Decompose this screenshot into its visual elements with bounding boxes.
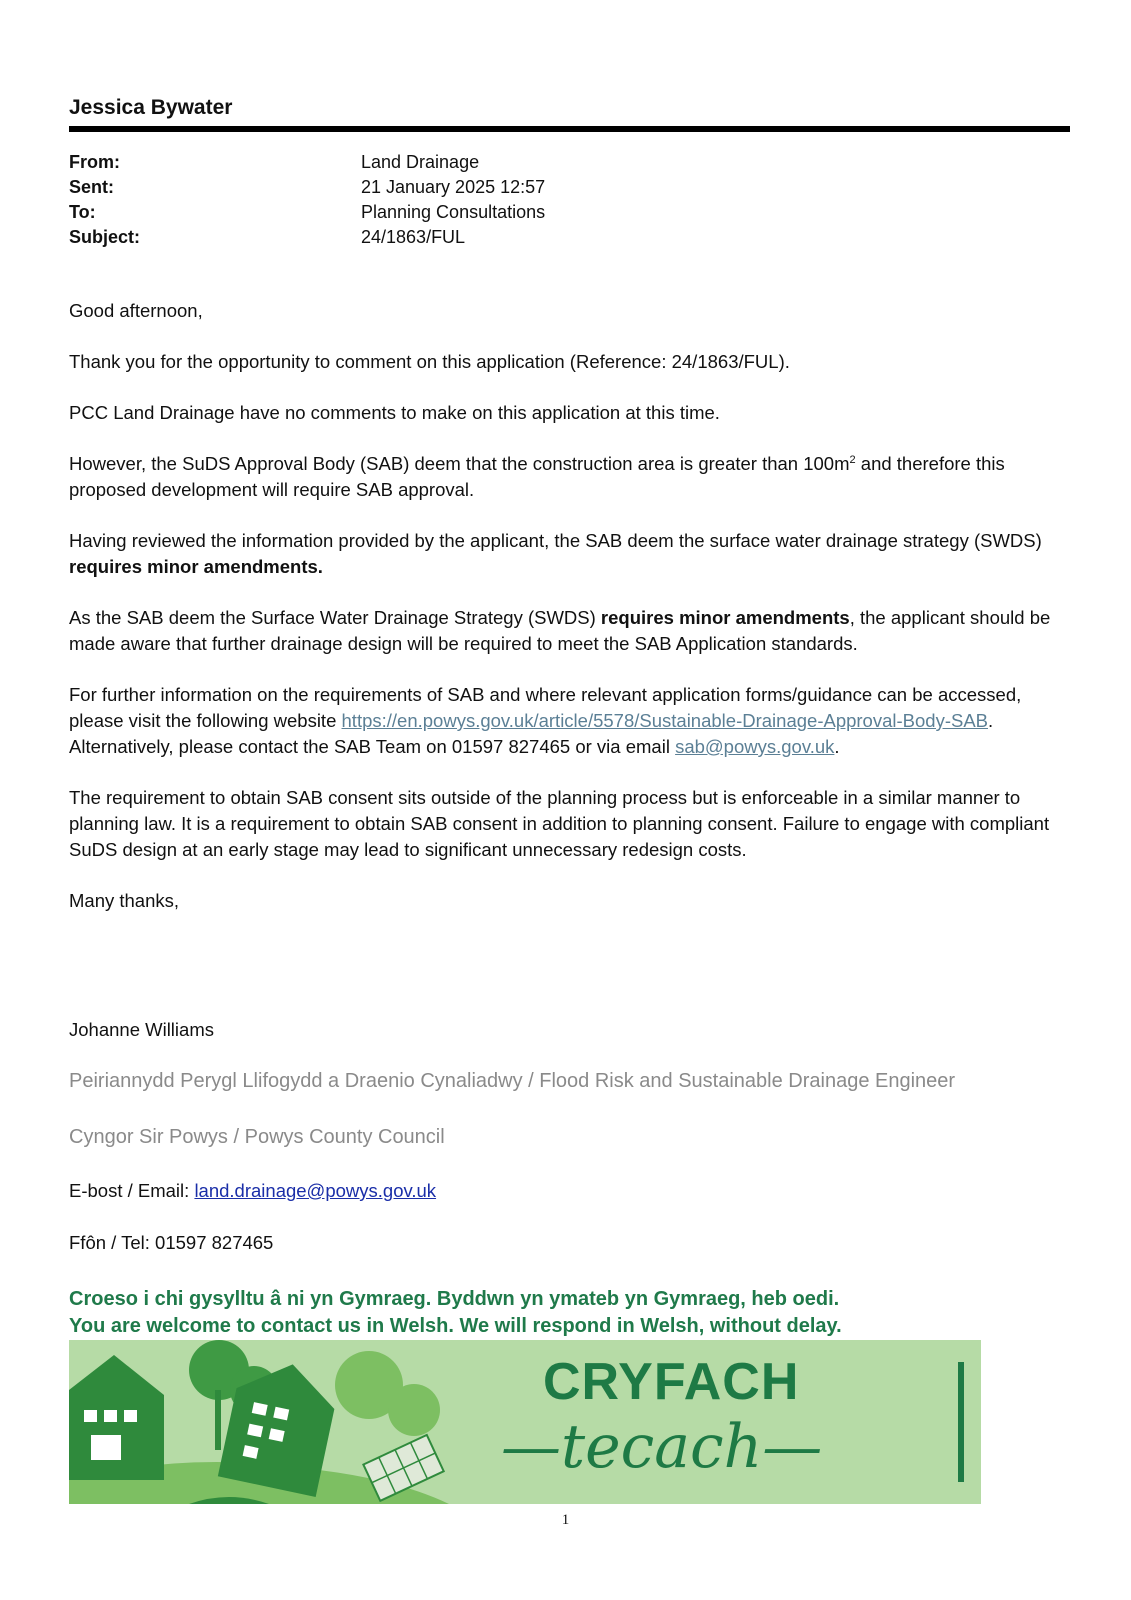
email-body	[69, 298, 1069, 939]
sent-label: Sent:	[69, 177, 114, 197]
welsh-language-notice	[69, 1286, 842, 1340]
subject-label: Subject:	[69, 227, 141, 247]
page-number: 1	[561, 1512, 570, 1528]
closing: Many thanks,	[69, 890, 180, 911]
banner-cryfach-text: CRYFACH	[543, 1353, 800, 1411]
signature-email	[69, 1180, 436, 1202]
p4-bold: requires minor amendments.	[69, 556, 323, 577]
p6-text-b: . Alternatively, please contact the SAB Team on 01597 827465 or via email	[69, 710, 994, 757]
p5-text-b: , the applicant should be made aware that further drainage design will be required to meet the SAB Application standards.	[69, 607, 1051, 654]
from-value: Land Drainage	[361, 152, 480, 172]
email-label: E-bost / Email:	[69, 1180, 195, 1201]
paragraph-thanks: Thank you for the opportunity to comment on this application (Reference: 24/1863/FUL).	[69, 351, 790, 372]
banner-divider	[958, 1362, 964, 1482]
paragraph-review	[69, 528, 1069, 580]
greeting: Good afternoon,	[69, 300, 203, 321]
to-value: Planning Consultations	[361, 202, 546, 222]
banner-tecach-text: —tecach—	[501, 1412, 823, 1482]
p6-text-c: .	[834, 736, 840, 757]
welsh-notice-line-2: You are welcome to contact us in Welsh. We will respond in Welsh, without delay.	[69, 1315, 842, 1337]
p4-text: Having reviewed the information provided by the applicant, the SAB deem the surface water drainage strategy (SWDS)	[69, 530, 1042, 551]
paragraph-swds	[69, 605, 1069, 657]
subject-value: 24/1863/FUL	[361, 227, 466, 247]
cryfach-tecach-banner	[69, 1340, 981, 1504]
p3-text-b: and therefore this proposed development will require SAB approval.	[69, 453, 1005, 500]
land-drainage-email-link[interactable]: land.drainage@powys.gov.uk	[194, 1180, 437, 1201]
from-label: From:	[69, 152, 120, 172]
signature-council: Cyngor Sir Powys / Powys County Council	[69, 1126, 445, 1148]
sab-website-link[interactable]: https://en.powys.gov.uk/article/5578/Sustainable-Drainage-Approval-Body-SAB	[341, 710, 988, 731]
superscript-2: 2	[849, 453, 856, 466]
signature-name: Johanne Williams	[69, 1019, 214, 1040]
signature-telephone: Ffôn / Tel: 01597 827465	[69, 1232, 274, 1253]
paragraph-sab-approval	[69, 451, 1069, 503]
mailbox-owner-name: Jessica Bywater	[69, 96, 233, 119]
sab-email-link[interactable]: sab@powys.gov.uk	[675, 736, 835, 757]
p3-text-a: However, the SuDS Approval Body (SAB) deem that the construction area is greater than 100m	[69, 453, 850, 474]
paragraph-requirement: The requirement to obtain SAB consent sits outside of the planning process but is enforceable in a similar manner to planning law. It is a requirement to obtain SAB consent in addition to planning consent. Failure to engage with compliant SuDS design at an early stage may lead to significant unnecessary redesign costs.	[69, 787, 1050, 860]
header-rule	[69, 126, 1070, 132]
to-label: To:	[69, 202, 96, 222]
p6-text-a: For further information on the requirements of SAB and where relevant application forms/guidance can be accessed, please visit the following website	[69, 684, 1022, 731]
paragraph-no-comments: PCC Land Drainage have no comments to make on this application at this time.	[69, 402, 720, 423]
paragraph-further-info	[69, 682, 1069, 760]
p5-text-a: As the SAB deem the Surface Water Drainage Strategy (SWDS)	[69, 607, 601, 628]
sent-value: 21 January 2025 12:57	[361, 177, 546, 197]
welsh-notice-line-1: Croeso i chi gysylltu â ni yn Gymraeg. Byddwn yn ymateb yn Gymraeg, heb oedi.	[69, 1288, 840, 1310]
p5-bold: requires minor amendments	[600, 607, 850, 628]
signature-title: Peiriannydd Perygl Llifogydd a Draenio Cynaliadwy / Flood Risk and Sustainable Drainage Engineer	[69, 1070, 956, 1092]
